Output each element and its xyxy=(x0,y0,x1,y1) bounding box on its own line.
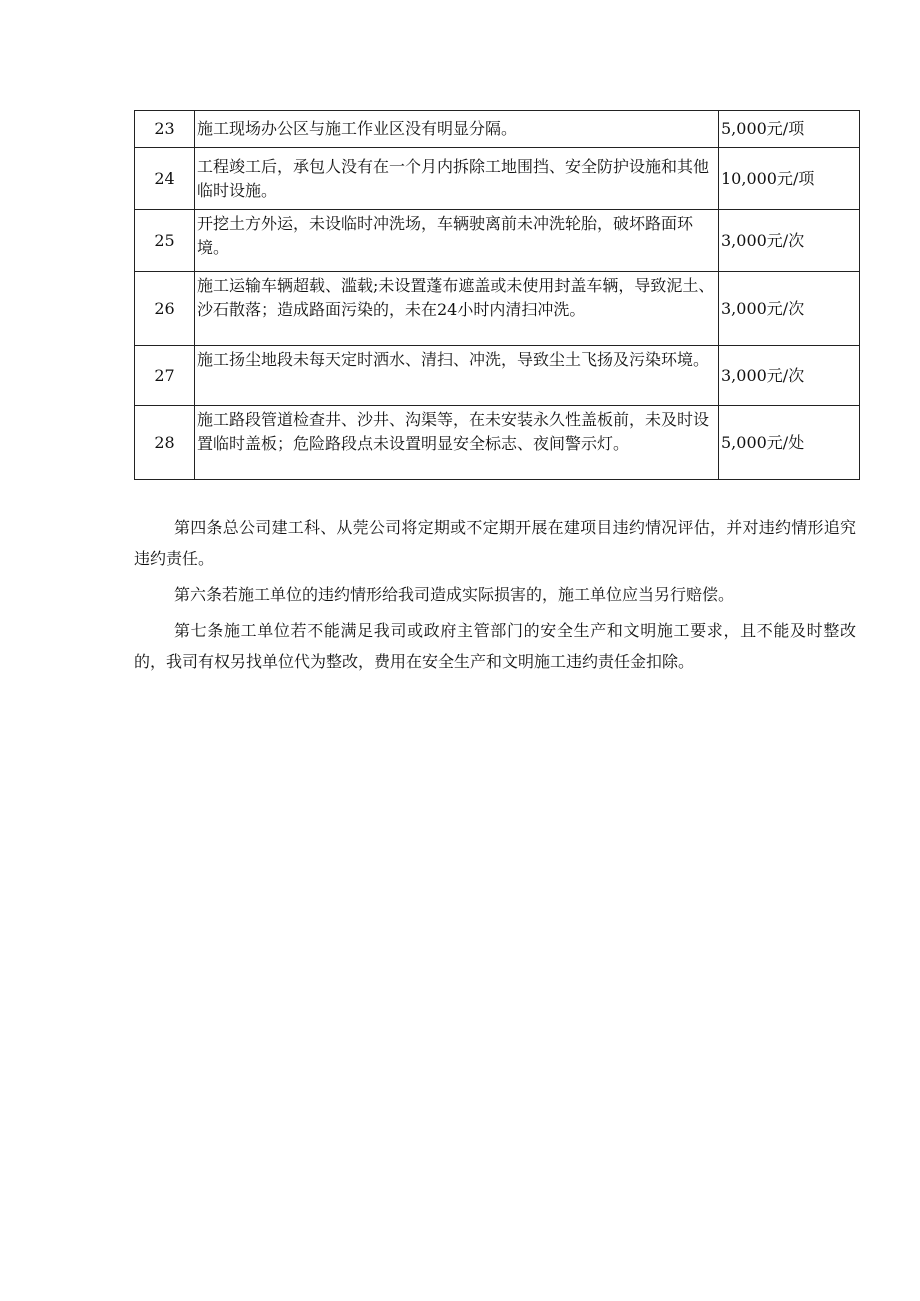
table-row xyxy=(135,111,860,148)
penalty-table xyxy=(134,110,860,480)
penalty-amount: 3,000元/次 xyxy=(719,346,860,406)
violation-description: 施工路段管道检查井、沙井、沟渠等，在未安装永久性盖板前，未及时设置临时盖板；危险路段点未设置明显安全标志、夜间警示灯。 xyxy=(195,406,719,480)
row-number: 25 xyxy=(135,210,195,272)
table-row xyxy=(135,210,860,272)
violation-description: 施工现场办公区与施工作业区没有明显分隔。 xyxy=(195,111,719,148)
violation-description: 工程竣工后，承包人没有在一个月内拆除工地围挡、安全防护设施和其他临时设施。 xyxy=(195,148,719,210)
article-7-paragraph: 第七条施工单位若不能满足我司或政府主管部门的安全生产和文明施工要求，且不能及时整改的，我司有权另找单位代为整改，费用在安全生产和文明施工违约责任金扣除。 xyxy=(134,621,856,671)
penalty-amount: 3,000元/次 xyxy=(719,210,860,272)
row-number: 26 xyxy=(135,272,195,346)
row-number: 27 xyxy=(135,346,195,406)
penalty-amount: 10,000元/项 xyxy=(719,148,860,210)
penalty-amount: 3,000元/次 xyxy=(719,272,860,346)
table-row xyxy=(135,346,860,406)
article-6-paragraph: 第六条若施工单位的违约情形给我司造成实际损害的，施工单位应当另行赔偿。 xyxy=(174,585,735,604)
violation-description: 施工运输车辆超载、滥载;未设置蓬布遮盖或未使用封盖车辆，导致泥土、沙石散落；造成路面污染的，未在24小时内清扫冲洗。 xyxy=(195,272,719,346)
penalty-amount: 5,000元/处 xyxy=(719,406,860,480)
penalty-amount: 5,000元/项 xyxy=(719,111,860,148)
violation-description: 开挖土方外运，未设临时冲洗场，车辆驶离前未冲洗轮胎，破坏路面环境。 xyxy=(195,210,719,272)
violation-description: 施工扬尘地段未每天定时洒水、清扫、冲洗，导致尘土飞扬及污染环境。 xyxy=(195,346,719,406)
body-text xyxy=(134,512,856,682)
row-number: 24 xyxy=(135,148,195,210)
table-row xyxy=(135,148,860,210)
article-4-paragraph: 第四条总公司建工科、从莞公司将定期或不定期开展在建项目违约情况评估，并对违约情形追究违约责任。 xyxy=(134,518,856,568)
table-row xyxy=(135,272,860,346)
row-number: 23 xyxy=(135,111,195,148)
table-row xyxy=(135,406,860,480)
row-number: 28 xyxy=(135,406,195,480)
